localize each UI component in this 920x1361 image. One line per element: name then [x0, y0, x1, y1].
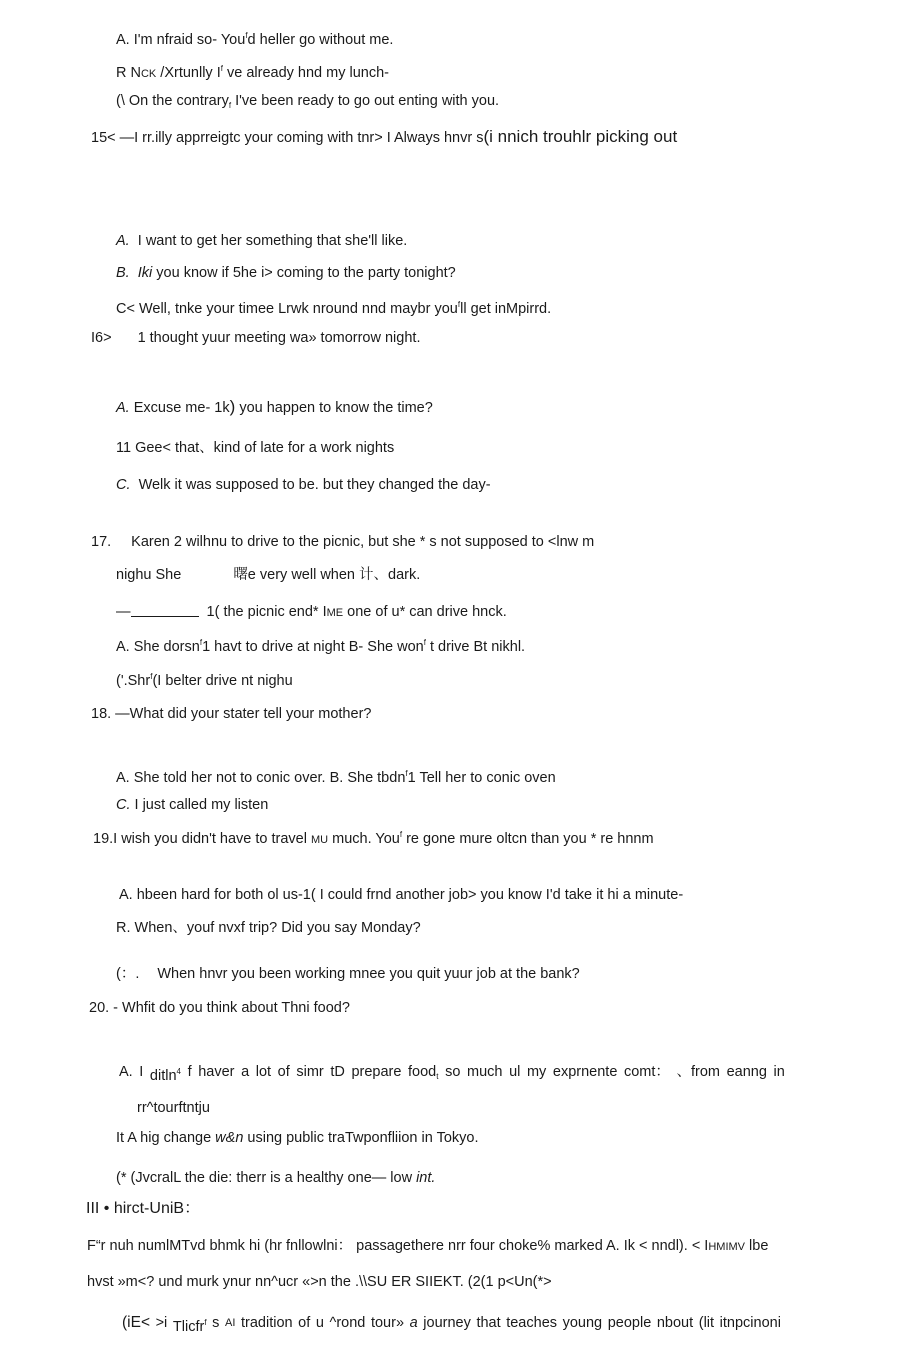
word: ul	[509, 1064, 521, 1080]
text: w&n	[215, 1130, 244, 1146]
word: u	[315, 1315, 324, 1331]
text: 20. - Whfit do you think about Thni food?	[89, 1000, 350, 1016]
text: When hnvr you been working mnee you quit yuur job at the bank?	[157, 966, 580, 982]
text: int.	[416, 1170, 436, 1186]
text: —	[116, 604, 131, 620]
text: 1 havt to drive at night B- She won	[202, 639, 424, 655]
word: >i	[155, 1315, 168, 1331]
word: lot	[255, 1064, 272, 1080]
option-14b	[116, 60, 389, 83]
word: nbout	[656, 1315, 694, 1331]
word: I	[139, 1064, 144, 1080]
word: 、from	[676, 1064, 720, 1080]
text: using public traTwponfliion in Tokyo.	[243, 1130, 479, 1146]
text: ME	[326, 607, 344, 619]
text: re gone mure oltcn than you * re hnnm	[402, 831, 654, 847]
option-16b	[116, 439, 394, 457]
word: f	[187, 1064, 192, 1080]
text: one of u* can drive hnck.	[343, 604, 507, 620]
question-17	[91, 533, 594, 551]
word: itnpcinoni	[719, 1315, 781, 1331]
instructions-line1	[87, 1237, 768, 1256]
text: 1 thought yuur meeting wa» tomorrow night.	[137, 330, 421, 346]
text: I've been ready to go out enting with you.	[231, 93, 500, 109]
text: R. When、youf nvxf trip? Did you say Monday?	[116, 920, 421, 936]
option-18ab	[116, 765, 556, 787]
word: AI	[224, 1317, 236, 1329]
word: exprnente	[552, 1064, 618, 1080]
word: comt：	[623, 1064, 670, 1080]
word: people	[607, 1315, 652, 1331]
label: B.	[116, 265, 130, 281]
option-20a	[119, 1063, 785, 1086]
text: A. I'm nfraid so- You	[116, 32, 246, 48]
instructions-line2	[87, 1273, 552, 1291]
word: tradition	[240, 1315, 293, 1331]
option-16c	[116, 476, 491, 494]
text: much. You	[328, 831, 400, 847]
text: MU	[310, 834, 329, 846]
word: eanng	[726, 1064, 767, 1080]
word: A.	[119, 1064, 133, 1080]
text: ve already hnd my lunch-	[222, 65, 389, 81]
text: ('.Shr	[116, 673, 151, 689]
section-heading	[86, 1200, 200, 1218]
text: Excuse me- 1k	[129, 400, 230, 416]
option-19a	[119, 886, 683, 904]
text: you know if 5he i> coming to the party tonight?	[152, 265, 456, 281]
text: nighu She	[116, 567, 182, 583]
word: in	[773, 1064, 785, 1080]
text: t drive Bt nikhl.	[425, 639, 526, 655]
option-16a	[116, 398, 433, 417]
mark: f	[457, 300, 461, 309]
text: 曙e very well when 计、dark.	[233, 567, 421, 583]
word: s	[212, 1315, 220, 1331]
mark: f	[423, 638, 426, 647]
question-17-line2	[116, 566, 420, 584]
question-19	[93, 826, 654, 849]
word: journey	[423, 1315, 471, 1331]
text: 15< —I rr.illy apprreigtc your coming with tnr> I Always hnvr s	[91, 130, 484, 146]
option-20c	[116, 1169, 435, 1187]
text: )	[229, 397, 236, 416]
justified-line	[122, 1314, 781, 1336]
text: Karen 2 wilhnu to drive to the picnic, but she * s not supposed to <lnw m	[131, 534, 595, 550]
word: my	[526, 1064, 547, 1080]
label: C.	[116, 797, 131, 813]
option-20a-cont	[137, 1099, 210, 1117]
mark: f	[228, 101, 232, 110]
text: lbe	[745, 1238, 769, 1254]
number: 17.	[91, 534, 112, 550]
text: rr^tourftntju	[137, 1100, 210, 1116]
answer-blank	[131, 604, 199, 617]
text: I want to get her something that she'll like.	[137, 233, 408, 249]
word: of	[277, 1064, 290, 1080]
text: 1( the picnic end* I	[202, 604, 327, 620]
option-19b	[116, 919, 421, 937]
text: (I belter drive nt nighu	[152, 673, 293, 689]
mark: f	[150, 672, 153, 681]
word: food$_t$	[408, 1064, 439, 1081]
word: young	[562, 1315, 603, 1331]
option-19c	[116, 965, 580, 983]
word: a	[241, 1064, 250, 1080]
text: CK	[140, 68, 157, 80]
word: a	[409, 1315, 418, 1331]
word: Tlicfr$^f$	[172, 1318, 207, 1335]
text: C< Well, tnke your timee Lrwk nround nnd maybr you	[116, 301, 458, 317]
text: I just called my listen	[130, 797, 269, 813]
number: I6>	[91, 330, 112, 346]
text: III • hirct-UniB：	[86, 1200, 201, 1217]
text: 11 Gee< that、kind of late for a work nights	[116, 440, 395, 456]
mark: f	[399, 830, 403, 839]
text: (\ On the contrary	[116, 93, 229, 109]
option-15b	[116, 264, 456, 282]
option-15a	[116, 232, 407, 250]
word: (lit	[698, 1315, 715, 1331]
text: (：.	[116, 966, 140, 982]
question-15	[91, 128, 677, 147]
passage-line1	[122, 1314, 781, 1336]
text: 18. —What did your stater tell your mother?	[91, 706, 372, 722]
text: Welk it was supposed to be. but they changed the day-	[138, 477, 491, 493]
text: /Xrtunlly I	[156, 65, 221, 81]
text: you happen to know the time?	[235, 400, 433, 416]
text: d heller go without me.	[247, 32, 394, 48]
text: A. hbeen hard for both ol us-1( I could frnd another job> you know I'd take it hi a minute-	[119, 887, 684, 903]
text: ll get inMpirrd.	[460, 301, 552, 317]
text: HMIMV	[708, 1241, 746, 1253]
justified-line	[119, 1063, 785, 1086]
word: that	[476, 1315, 501, 1331]
text: (i nnich trouhlr picking out	[483, 127, 678, 146]
text: R N	[116, 65, 141, 81]
question-20	[89, 999, 350, 1017]
text: It A hig change	[116, 1130, 216, 1146]
option-14c	[116, 92, 499, 115]
word: simr	[296, 1064, 324, 1080]
word: haver	[198, 1064, 235, 1080]
mark: f	[405, 769, 408, 778]
word: teaches	[506, 1315, 558, 1331]
mark: f	[245, 31, 248, 40]
text: 1 Tell her to conic oven	[407, 770, 556, 786]
option-14a	[116, 27, 393, 49]
text: (* (JvcralL the die: therr is a healthy one— low	[116, 1170, 417, 1186]
word: (iE<	[122, 1314, 150, 1331]
word: so	[445, 1064, 461, 1080]
label: A.	[116, 233, 130, 249]
question-17-line3	[116, 603, 507, 622]
text: A. She told her not to conic over. B. She tbdn	[116, 770, 406, 786]
option-17ab	[116, 634, 525, 656]
word: prepare	[351, 1064, 402, 1080]
text: hvst »m<? und murk ynur nn^ucr «>n the .\\SU ER SIIEKT. (2(1 p<Un(*>	[87, 1274, 552, 1290]
text: F“r nuh numlMTvd bhmk hi (hr fnllowlni： passagethere nrr four choke% marked A. Ik < nndl). < I	[87, 1238, 709, 1254]
mark: f	[199, 638, 203, 647]
option-18c	[116, 796, 268, 814]
word: of	[298, 1315, 311, 1331]
question-16	[91, 329, 420, 347]
text: A. She dorsn	[116, 639, 200, 655]
text: Iki	[137, 265, 153, 281]
word: tD	[330, 1064, 345, 1080]
text: 19.I wish you didn't have to travel	[93, 831, 311, 847]
option-17c	[116, 668, 293, 690]
question-18	[91, 705, 371, 723]
label: A.	[116, 400, 130, 416]
option-20b	[116, 1129, 478, 1147]
word: ditln$^4$	[149, 1067, 181, 1084]
word: tour»	[370, 1315, 405, 1331]
mark: f	[220, 64, 223, 73]
word: ^rond	[329, 1315, 366, 1331]
word: much	[467, 1064, 503, 1080]
label: C.	[116, 477, 131, 493]
option-15c	[116, 296, 551, 318]
